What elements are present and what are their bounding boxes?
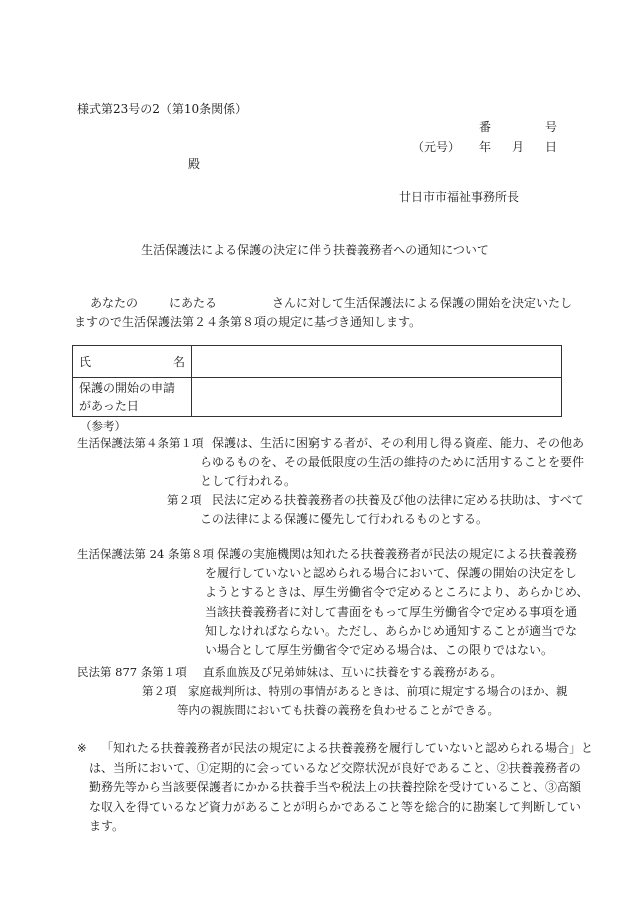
application-date-value-field[interactable] <box>192 378 562 417</box>
note-line: 「知れたる扶養義務者が民法の規定による扶養義務を履行していないと認められる場合」と <box>101 741 594 755</box>
art24-line: い場合として厚生労働省令で定める場合は、この限りではない。 <box>205 643 554 658</box>
application-date-label-cell <box>73 378 192 417</box>
document-title: 生活保護法による保護の決定に伴う扶養義務者への通知について <box>141 243 489 257</box>
body-line1-c: さんに対して生活保護法による保護の開始を決定いたし <box>272 296 573 310</box>
note-line: 勤務先等から当該要保護者にかかる扶養手当や税法上の扶養控除を受けていること、③高額 <box>89 780 582 794</box>
art4-2-line: 民法に定める扶養義務者の扶養及び他の法律に定める扶助は、すべて <box>212 493 584 507</box>
month-label: 月 <box>512 140 525 154</box>
art24-line: 保護の実施機関は知れたる扶養義務者が民法の規定による扶養義務 <box>217 547 578 561</box>
application-date-label-1: 保護の開始の申請 <box>79 381 176 395</box>
body-line1-a: あなたの <box>90 296 139 310</box>
art24-line: ようとするときは、厚生労働省令で定めるところにより、あらかじめ、 <box>205 585 589 600</box>
name-label-cell <box>73 346 192 378</box>
era-label: （元号） <box>412 140 461 154</box>
form-number: 様式第23号の2（第10条関係） <box>77 102 248 116</box>
note-mark: ※ <box>77 741 87 755</box>
art4-1-line: らゆるものを、その最低限度の生活の維持のために活用することを要件 <box>200 455 585 469</box>
issuer-name: 廿日市市福祉事務所長 <box>399 190 520 204</box>
note-line: な収入を得ているなど資力があることが明らかであること等を総合的に勘案して判断してい <box>89 799 582 814</box>
art24-line: 知しなければならない。ただし、あらかじめ通知することが適当でな <box>205 623 578 638</box>
art24-line: 当該扶養義務者に対して書面をもって厚生労働省令で定める事項を通 <box>205 604 578 619</box>
body-line2: ますので生活保護法第２４条第８項の規定に基づき通知します。 <box>74 315 422 329</box>
civil877-1-text: 直系血族及び兄弟姉妹は、互いに扶養をする義務がある。 <box>203 665 502 679</box>
art4-1-text <box>200 434 585 491</box>
number-label: 番 <box>479 120 492 134</box>
day-label: 日 <box>545 140 558 154</box>
civil877-label: 民法第 877 条第１項 <box>77 665 187 679</box>
note-line: ます。 <box>89 819 125 833</box>
year-label: 年 <box>479 140 492 154</box>
civil877-2-line1: 家庭裁判所は、特別の事情があるときは、前項に規定する場合のほか、親 <box>188 684 568 698</box>
art24-text <box>205 545 589 660</box>
art4-1-line: 保護は、生活に困窮する者が、その利用し得る資産、能力、その他あ <box>212 436 585 450</box>
number-label-suffix: 号 <box>545 120 558 134</box>
art4-1-line: として行われる。 <box>200 474 297 488</box>
body-line1-b: にあたる <box>169 296 218 310</box>
art24-label: 生活保護法第 24 条第８項 <box>77 547 214 561</box>
civil877-2-line2: 等内の親族間においても扶養の義務を負わせることができる。 <box>177 703 499 717</box>
name-label-2: 名 <box>172 355 185 369</box>
name-label-1: 氏 <box>79 355 92 369</box>
reference-heading: （参考） <box>80 419 126 433</box>
civil877-2-label: 第２項 <box>142 684 177 698</box>
application-date-label-2: があった日 <box>79 399 139 413</box>
note-text <box>89 739 594 837</box>
art4-2-line: この法律による保護に優先して行われるものとする。 <box>200 512 489 526</box>
art4-2-label: 第２項 <box>167 493 202 507</box>
note-line: は、当所において、①定期的に会っているなど交際状況が良好であること、②扶養義務者の <box>89 760 581 775</box>
art24-line: を履行していないと認められる場合において、保護の開始の決定をし <box>205 566 577 581</box>
art4-2-text <box>200 491 584 529</box>
art4-1-label: 生活保護法第４条第１項 <box>77 436 204 450</box>
name-value-field[interactable] <box>192 346 562 378</box>
addressee-suffix: 殿 <box>188 157 201 171</box>
info-table <box>72 345 562 417</box>
